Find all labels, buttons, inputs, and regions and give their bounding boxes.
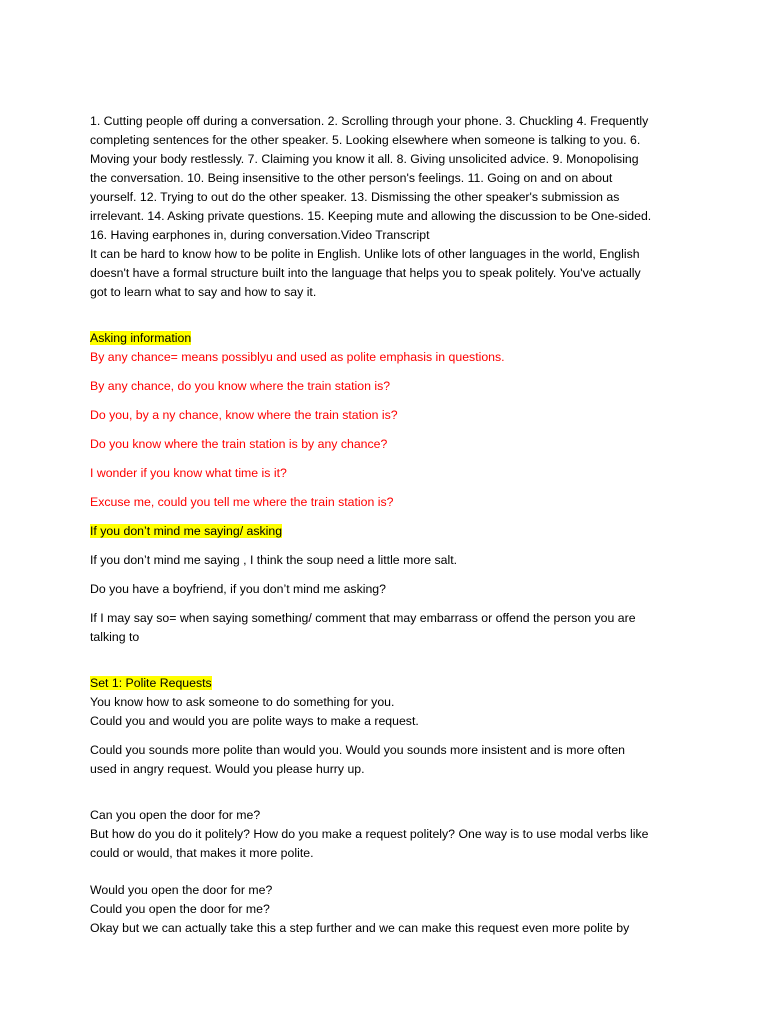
- asking-example: Do you, by a ny chance, know where the train station is?: [90, 408, 398, 422]
- intro-line: got to learn what to say and how to say it.: [90, 285, 317, 299]
- document-page: [90, 112, 680, 938]
- intro-line: irrelevant. 14. Asking private questions. 15. Keeping mute and allowing the discussion to be One-sided.: [90, 209, 652, 223]
- mind-note: talking to: [90, 630, 140, 644]
- asking-heading: Asking information: [90, 331, 192, 345]
- asking-example: I wonder if you know what time is it?: [90, 466, 287, 480]
- set1-text: Okay but we can actually take this a step further and we can make this request even more polite by: [90, 921, 630, 935]
- mind-section: [90, 522, 680, 647]
- intro-line: 16. Having earphones in, during conversation.Video Transcript: [90, 228, 430, 242]
- mind-note: If I may say so= when saying something/ comment that may embarrass or offend the person you are: [90, 611, 636, 625]
- intro-line: doesn't have a formal structure built into the language that helps you to speak politely. You've actually: [90, 266, 641, 280]
- set1-text: Would you open the door for me?: [90, 883, 273, 897]
- set1-text: could or would, that makes it more polite.: [90, 846, 314, 860]
- intro-line: yourself. 12. Trying to out do the other speaker. 13. Dismissing the other speaker's submission as: [90, 190, 620, 204]
- asking-example: By any chance, do you know where the train station is?: [90, 379, 391, 393]
- intro-paragraph: [90, 112, 680, 302]
- set1-text: used in angry request. Would you please hurry up.: [90, 762, 365, 776]
- set1-text: But how do you do it politely? How do you make a request politely? One way is to use modal verbs like: [90, 827, 649, 841]
- asking-example: Do you know where the train station is by any chance?: [90, 437, 388, 451]
- set1-heading: Set 1: Polite Requests: [90, 676, 212, 690]
- intro-line: 1. Cutting people off during a conversation. 2. Scrolling through your phone. 3. Chuckling 4. Frequently: [90, 114, 649, 128]
- mind-heading: If you don’t mind me saying/ asking: [90, 524, 283, 538]
- intro-line: It can be hard to know how to be polite in English. Unlike lots of other languages in the world, English: [90, 247, 640, 261]
- set1-text: Could you open the door for me?: [90, 902, 270, 916]
- set1-section: [90, 674, 680, 938]
- set1-text: Can you open the door for me?: [90, 808, 261, 822]
- set1-text: Could you and would you are polite ways to make a request.: [90, 714, 419, 728]
- intro-line: completing sentences for the other speaker. 5. Looking elsewhere when someone is talking to you. 6.: [90, 133, 641, 147]
- set1-text: Could you sounds more polite than would you. Would you sounds more insistent and is more often: [90, 743, 625, 757]
- asking-example: Excuse me, could you tell me where the train station is?: [90, 495, 394, 509]
- set1-text: You know how to ask someone to do something for you.: [90, 695, 395, 709]
- intro-line: Moving your body restlessly. 7. Claiming you know it all. 8. Giving unsolicited advice. 9. Monopolising: [90, 152, 639, 166]
- mind-example: Do you have a boyfriend, if you don’t mind me asking?: [90, 582, 386, 596]
- asking-section: [90, 329, 680, 512]
- intro-line: the conversation. 10. Being insensitive to the other person's feelings. 11. Going on and on about: [90, 171, 613, 185]
- mind-example: If you don’t mind me saying , I think the soup need a little more salt.: [90, 553, 458, 567]
- asking-definition: By any chance= means possiblyu and used as polite emphasis in questions.: [90, 350, 505, 364]
